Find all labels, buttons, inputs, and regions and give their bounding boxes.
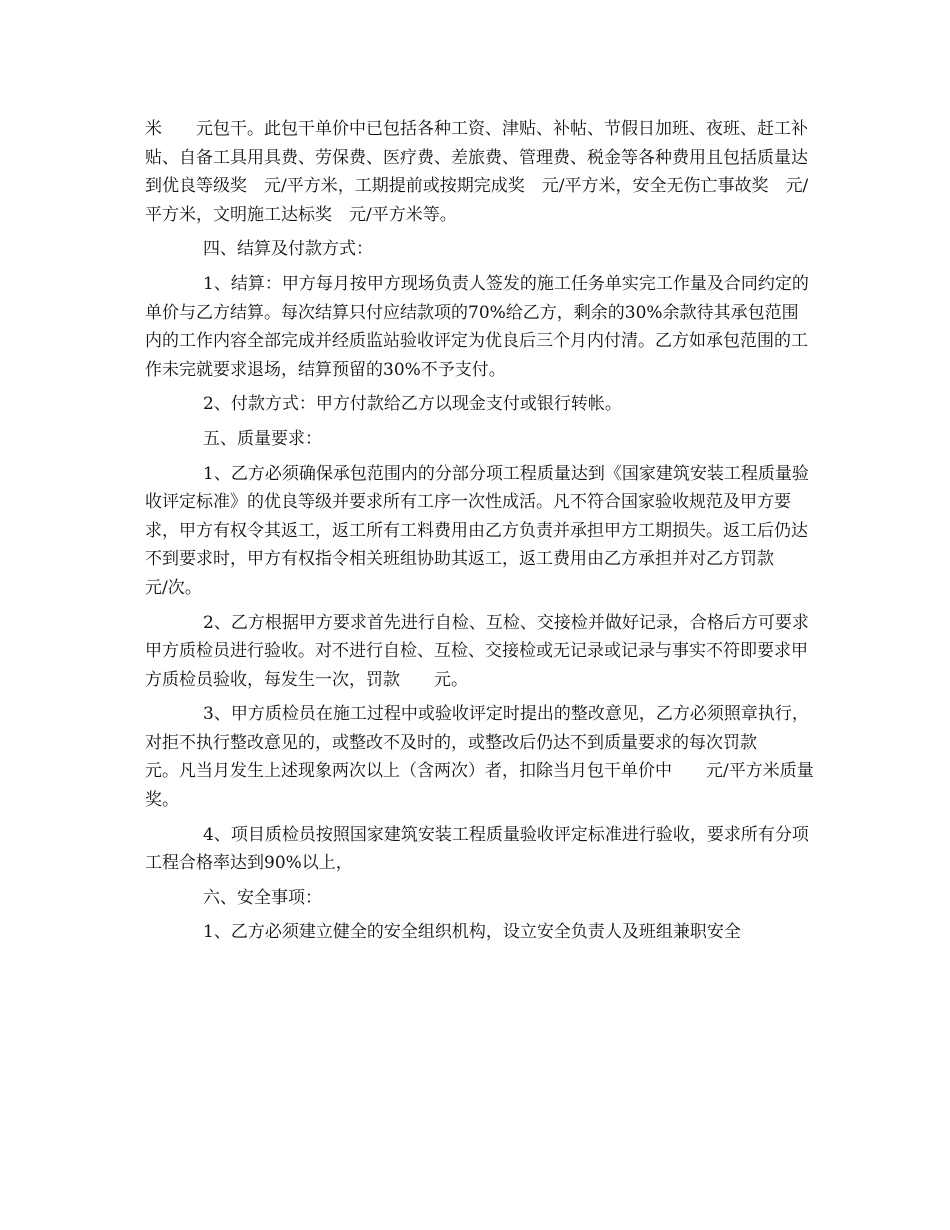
paragraph-quality-4: 4、项目质检员按照国家建筑安装工程质量验收评定标准进行验收，要求所有分项工程合格率达到90%以上，	[145, 824, 809, 874]
paragraph-safety-1: 1、乙方必须建立健全的安全组织机构，设立安全负责人及班组兼职安全	[203, 922, 741, 943]
paragraph-payment-method: 2、付款方式：甲方付款给乙方以现金支付或银行转帐。	[203, 394, 622, 415]
paragraph-settlement: 1、结算：甲方每月按甲方现场负责人签发的施工任务单实完工作量及合同约定的单价与乙方结算。每次结算只付应结款项的70%给乙方，剩余的30%余款待其承包范围内的工作内容全部完成并经质监站验收评定为优良后三个月内付清。乙方如承包范围的工作未完就要求退场，结算预留的30%不予支付。	[145, 273, 809, 380]
paragraph-quality-3: 3、甲方质检员在施工过程中或验收评定时提出的整改意见，乙方必须照章执行，对拒不执行整改意见的，或整改不及时的，或整改后仍达不到质量要求的每次罚款 元。凡当月发生上述现象两次以上（含两次）者，扣除当月包干单价中 元/平方米质量奖。	[145, 704, 814, 811]
document-body	[145, 115, 815, 947]
section-heading-safety: 六、安全事项：	[203, 887, 322, 908]
paragraph-quality-1: 1、乙方必须确保承包范围内的分部分项工程质量达到《国家建筑安装工程质量验收评定标准》的优良等级并要求所有工序一次性成活。凡不符合国家验收规范及甲方要求，甲方有权令其返工，返工所有工料费用由乙方负责并承担甲方工期损失。返工后仍达不到要求时，甲方有权指令相关班组协助其返工，返工费用由乙方承担并对乙方罚款 元/次。	[145, 463, 809, 598]
section-heading-settlement: 四、结算及付款方式：	[203, 239, 373, 260]
paragraph-unit-price-bonus: 米 元包干。此包干单价中已包括各种工资、津贴、补帖、节假日加班、夜班、赶工补贴、自备工具用具费、劳保费、医疗费、差旅费、管理费、税金等各种费用且包括质量达到优良等级奖 元/平方米，工期提前或按期完成奖 元/平方米，安全无伤亡事故奖 元/平方米，文明施工达标奖 元/平方米等。	[145, 119, 809, 225]
section-heading-quality: 五、质量要求：	[203, 428, 322, 449]
paragraph-quality-2: 2、乙方根据甲方要求首先进行自检、互检、交接检并做好记录，合格后方可要求甲方质检员进行验收。对不进行自检、互检、交接检或无记录或记录与事实不符即要求甲方质检员验收，每发生一次，罚款 元。	[145, 612, 809, 690]
